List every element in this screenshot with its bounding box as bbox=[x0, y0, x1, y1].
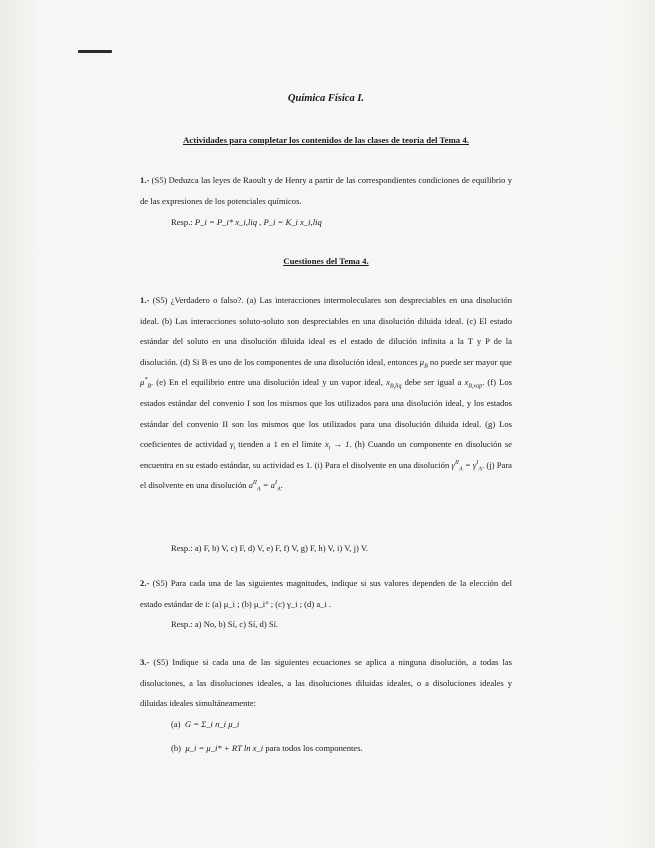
question-3 bbox=[140, 652, 512, 714]
question-3-number: 3.- bbox=[140, 657, 150, 667]
math-a-a: $a^{II}_A = a^I_A$ bbox=[248, 480, 281, 494]
math-mu-b-star: $\mu^*_B$ bbox=[140, 377, 151, 391]
question-2-response: Resp.: a) No, b) Sí, c) Sí, d) Sí. bbox=[171, 619, 279, 629]
question-1-text-e: . (f) Los estados estándar del convenio I son los mismos que los utilizados para una disolución ideal, y los estados estándar del convenio II son los mismos que los utilizados para una disolución diluida ideal. (g) Los coeficientes de actividad bbox=[140, 377, 513, 450]
question-3-text: (S5) Indique si cada una de las siguientes ecuaciones se aplica a ninguna disolución, a todas las disoluciones, a las disoluciones ideales, a las disoluciones diluidas ideales, o a disoluciones ideales y diluidas ideales simultáneamente: bbox=[140, 657, 512, 709]
equation-a-label: (a) bbox=[171, 719, 181, 729]
equation-b bbox=[171, 738, 363, 759]
activity-1-number: 1.- bbox=[140, 175, 150, 185]
activity-1-text: (S5) Deduzca las leyes de Raoult y de Henry a partir de las correspondientes condiciones de equilibrio y de las expresiones de los potenciales químicos. bbox=[140, 175, 513, 206]
equation-b-suffix: para todos los componentes. bbox=[265, 743, 363, 753]
question-1: 1.- (S5) ¿Verdadero o falso?. (a) Las interacciones intermoleculares son despreciables en una disolución ideal. (b) Las interacciones soluto-soluto son despreciables en una disolución diluida ideal. (c) El estado estándar del soluto en una disolución diluida ideal es el estado de dilución infinita a la T y P de la disolución. (d) Si B es uno de los componentes de una disolución ideal, entonces $\mu_B$ no puede ser mayor que $\mu^*_B$. (e) En el equilibrio entre una disolución ideal y un vapor ideal, $x_{B,liq}$ debe ser igual a $x_{B,vap}$. (f) Los estados estándar del convenio I son los mismos que los utilizados para una disolución ideal, y los estados estándar del convenio II son los mismos que los utilizados para una disolución diluida ideal. (g) Los coeficientes de actividad $\gamma_i$ tienden a 1 en el límite $x_i \to 1$. (h) Cuando un componente en disolución se encuentra en su estado estándar, su actividad es 1. (i) Para el disolvente en una disolución $\gamma^{II}_A = \gamma^I_A$. (j) Para el disolvente en una disolución $a^{II}_A = a^I_A$. bbox=[140, 295, 513, 494]
math-gamma-i: $\gamma_i$ bbox=[230, 439, 236, 452]
question-1-text-g: . (h) Cuando un componente en disolución se encuentra en su estado estándar, su actividad es 1. (i) Para el disolvente en una disolución bbox=[140, 439, 512, 470]
math-x-b-liq: $x_{B,liq}$ bbox=[386, 377, 402, 391]
question-1-text-b: no puede ser mayor que bbox=[429, 356, 512, 367]
equation-a bbox=[171, 714, 239, 735]
document-subtitle: Actividades para completar los contenidos de las clases de teoría del Tema 4. bbox=[183, 135, 469, 145]
math-x-b-vap: $x_{B,vap}$ bbox=[464, 377, 483, 391]
question-1-text-c: . (e) En el equilibrio entre una disolución ideal y un vapor ideal, bbox=[151, 377, 383, 388]
question-1-number: 1.- bbox=[140, 295, 150, 305]
activity-1-resp-label: Resp.: bbox=[171, 217, 193, 227]
activity-1 bbox=[140, 170, 512, 211]
math-mu-b: $\mu_B$ bbox=[419, 356, 428, 370]
activity-1-response bbox=[171, 212, 322, 233]
equation-b-formula: μ_i = μ_i* + RT ln x_i bbox=[185, 743, 264, 753]
question-1-response: Resp.: a) F, b) V, c) F, d) V, e) F, f) V, g) F, h) V, i) V, j) V. bbox=[171, 543, 369, 553]
scan-artifact-mark bbox=[78, 50, 112, 53]
question-1-text-d: debe ser igual a bbox=[404, 377, 462, 388]
question-2-text: (S5) Para cada una de las siguientes magnitudes, indique si sus valores dependen de la elección del estado estándar de i: (a) μ_i ; (b) μ_i° ; (c) γ_i ; (d) a_i . bbox=[140, 578, 512, 609]
document-title: Química Física I. bbox=[287, 93, 365, 104]
math-gamma-a: $\gamma^{II}_A = \gamma^I_A$ bbox=[451, 459, 482, 473]
section-title: Cuestiones del Tema 4. bbox=[283, 256, 369, 266]
question-1-text-h: . (j) Para el disolvente en una disolución bbox=[140, 459, 512, 491]
equation-a-formula: G = Σ_i n_i μ_i bbox=[184, 719, 240, 729]
question-2-number: 2.- bbox=[140, 578, 150, 588]
question-1-text-a: (S5) ¿Verdadero o falso?. (a) Las interacciones intermoleculares son despreciables en una disolución ideal. (b) Las interacciones soluto-soluto son despreciables en una disolución diluida ideal. (c) El estado estándar del soluto en una disolución diluida ideal es el estado de dilución infinita a la T y P de la disolución. (d) Si B es uno de los componentes de una disolución ideal, entonces bbox=[140, 295, 513, 367]
activity-1-resp-formula: P_i = P_i* x_i,liq , P_i = K_i x_i,liq bbox=[194, 217, 322, 227]
question-2 bbox=[140, 573, 512, 614]
question-1-text-f: tienden a 1 en el límite bbox=[238, 439, 322, 450]
equation-b-label: (b) bbox=[171, 743, 182, 753]
math-limit: $x_i \to 1$ bbox=[324, 439, 350, 452]
